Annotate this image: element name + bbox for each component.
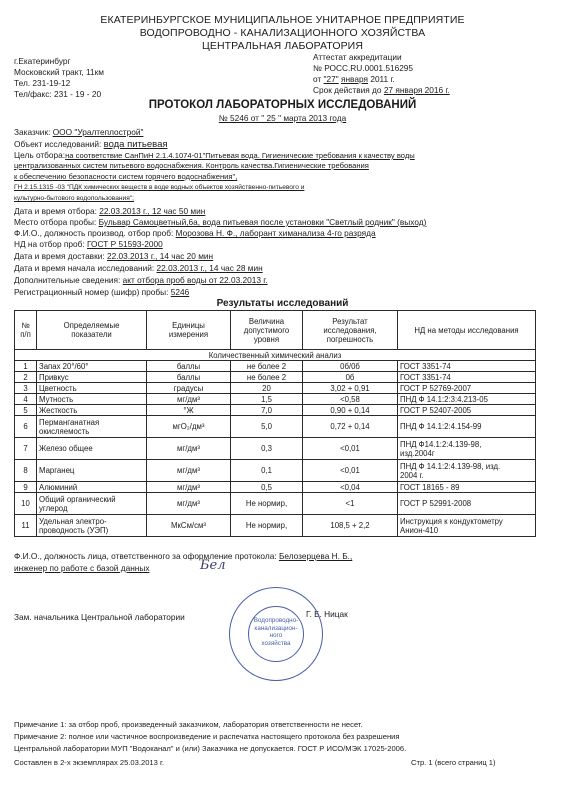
table-row bbox=[15, 416, 536, 438]
cell-indicator: Марганец bbox=[37, 460, 147, 482]
col-header-indicator: Определяемые показатели bbox=[37, 311, 147, 350]
cell-indicator: Цветность bbox=[37, 383, 147, 394]
table-row bbox=[15, 383, 536, 394]
cell-unit: мг/дм³ bbox=[147, 438, 231, 460]
seal-text: Водопроводно- канализацион- ного хозяйства bbox=[253, 617, 299, 647]
table-row bbox=[15, 372, 536, 383]
page-number: Стр. 1 (всего страниц 1) bbox=[411, 758, 496, 767]
accreditation-number: № РОСС.RU.0001.516295 bbox=[313, 63, 414, 73]
cell-limit: 5,0 bbox=[231, 416, 303, 438]
cell-indicator: Алюминий bbox=[37, 482, 147, 493]
table-header-row bbox=[15, 311, 536, 350]
accreditation-label: Аттестат аккредитации bbox=[313, 52, 402, 62]
purpose-line4: ГН 2.15.1315 -03 "ПДК химических веществ в воде водных объектов хозяйственно-питьевого и bbox=[14, 184, 305, 191]
cell-method: ГОСТ Р 52407-2005 bbox=[398, 405, 536, 416]
registration-number: Регистрационный номер (шифр) пробы: 5246 bbox=[14, 287, 190, 297]
table-row bbox=[15, 361, 536, 372]
cell-indicator: Перманганатная окисляемость bbox=[37, 416, 147, 438]
accreditation-date: от "27" января 2011 г. bbox=[313, 74, 395, 84]
cell-unit: мг/дм³ bbox=[147, 493, 231, 515]
note-2b: Центральной лаборатории МУП "Водоканал" и (или) Заказчика не допускается. ГОСТ Р ИСО/МЭК 17025-2006. bbox=[14, 744, 407, 753]
table-row bbox=[15, 515, 536, 537]
cell-method: ПНД Ф14.1:2:4.139-98, изд.2004г bbox=[398, 438, 536, 460]
cell-unit: мг/дм³ bbox=[147, 460, 231, 482]
cell-limit: 0,1 bbox=[231, 460, 303, 482]
col-header-result: Результат исследования, погрешность bbox=[303, 311, 398, 350]
section-row bbox=[15, 350, 536, 361]
table-row bbox=[15, 460, 536, 482]
address-fax: Тел/факс: 231 - 19 - 20 bbox=[14, 89, 102, 99]
cell-limit: 1,5 bbox=[231, 394, 303, 405]
cell-result: 0б/0б bbox=[303, 361, 398, 372]
cell-indicator: Запах 20°/60° bbox=[37, 361, 147, 372]
cell-number: 6 bbox=[15, 416, 37, 438]
results-title: Результаты исследований bbox=[216, 298, 349, 309]
sampler: Ф.И.О., должность производ. отбор проб: Морозова Н. Ф., лаборант химанализа 4-го разряда bbox=[14, 228, 376, 238]
seal-stamp bbox=[229, 587, 323, 681]
org-name-line2: ВОДОПРОВОДНО - КАНАЛИЗАЦИОННОГО ХОЗЯЙСТВА bbox=[139, 27, 426, 39]
table-row bbox=[15, 394, 536, 405]
table-row bbox=[15, 493, 536, 515]
cell-number: 10 bbox=[15, 493, 37, 515]
cell-limit: 7,0 bbox=[231, 405, 303, 416]
cell-number: 7 bbox=[15, 438, 37, 460]
cell-result: 0,90 + 0,14 bbox=[303, 405, 398, 416]
sampling-place: Место отбора пробы: Бульвар Самоцветный,6а, вода питьевая после установки "Светлый родник" (выход) bbox=[14, 217, 427, 227]
cell-result: <0,04 bbox=[303, 482, 398, 493]
protocol-title: ПРОТОКОЛ ЛАБОРАТОРНЫХ ИССЛЕДОВАНИЙ bbox=[148, 99, 417, 111]
table-row bbox=[15, 482, 536, 493]
deputy-label: Зам. начальника Центральной лаборатории bbox=[14, 612, 185, 622]
cell-number: 9 bbox=[15, 482, 37, 493]
cell-method: ПНД Ф 14.1:2:3:4.213-05 bbox=[398, 394, 536, 405]
table-row bbox=[15, 405, 536, 416]
cell-method: ГОСТ 3351-74 bbox=[398, 361, 536, 372]
cell-number: 3 bbox=[15, 383, 37, 394]
protocol-number: № 5246 от " 25 " марта 2013 года bbox=[218, 113, 347, 123]
results-table bbox=[14, 310, 536, 537]
cell-unit: МкСм/см³ bbox=[147, 515, 231, 537]
cell-indicator: Жесткость bbox=[37, 405, 147, 416]
cell-unit: мгO₂/дм³ bbox=[147, 416, 231, 438]
col-header-number: № п/п bbox=[15, 311, 37, 350]
cell-limit: Не нормир, bbox=[231, 493, 303, 515]
purpose-line2: централизованных систем питьевого водоснабжения. Контроль качества.Гигиенические требования bbox=[14, 161, 369, 170]
cell-unit: баллы bbox=[147, 361, 231, 372]
sampling-datetime: Дата и время отбора: 22.03.2013 г., 12 час 50 мин bbox=[14, 206, 206, 216]
section-title: Количественный химический анализ bbox=[15, 350, 536, 361]
purpose-line3: к обеспечению безопасности систем горячего водоснабжения", bbox=[14, 172, 238, 181]
cell-method: ПНД Ф 14.1:2:4.139-98, изд. 2004 г. bbox=[398, 460, 536, 482]
sampling-nd: НД на отбор проб: ГОСТ Р 51593-2000 bbox=[14, 239, 163, 249]
cell-number: 11 bbox=[15, 515, 37, 537]
cell-result: <1 bbox=[303, 493, 398, 515]
responsible-signature: Бел bbox=[200, 558, 226, 573]
cell-result: 0,72 + 0,14 bbox=[303, 416, 398, 438]
cell-indicator: Мутность bbox=[37, 394, 147, 405]
cell-method: ПНД Ф 14.1:2:4.154-99 bbox=[398, 416, 536, 438]
address-city: г.Екатеринбург bbox=[14, 56, 71, 66]
cell-limit: 0,3 bbox=[231, 438, 303, 460]
cell-result: <0,01 bbox=[303, 460, 398, 482]
cell-limit: 0,5 bbox=[231, 482, 303, 493]
cell-result: <0,58 bbox=[303, 394, 398, 405]
cell-number: 4 bbox=[15, 394, 37, 405]
purpose-line5: культурно-бытового водопользования"; bbox=[14, 195, 134, 202]
cell-method: ГОСТ 18165 - 89 bbox=[398, 482, 536, 493]
col-header-method: НД на методы исследования bbox=[398, 311, 536, 350]
customer: Заказчик: ООО "Уралтеплострой" bbox=[14, 127, 144, 137]
cell-number: 1 bbox=[15, 361, 37, 372]
cell-limit: не более 2 bbox=[231, 361, 303, 372]
responsible-line1: Ф.И.О., должность лица, ответственного за оформление протокола: Белозерцева Н. Б., bbox=[14, 551, 353, 561]
note-1: Примечание 1: за отбор проб, произведенный заказчиком, лаборатория ответственности не несет. bbox=[14, 720, 363, 729]
research-object: Объект исследований: вода питьевая bbox=[14, 139, 168, 150]
deputy-name: Г. Б. Ницак bbox=[306, 609, 348, 619]
research-start: Дата и время начала исследований: 22.03.2013 г., 14 час 28 мин bbox=[14, 263, 263, 273]
delivery-datetime: Дата и время доставки: 22.03.2013 г., 14 час 20 мин bbox=[14, 251, 214, 261]
cell-limit: Не нормир, bbox=[231, 515, 303, 537]
cell-unit: мг/дм³ bbox=[147, 482, 231, 493]
note-2a: Примечание 2: полное или частичное воспроизведение и распечатка настоящего протокола без разрешения bbox=[14, 732, 400, 741]
cell-indicator: Удельная электро- проводность (УЭП) bbox=[37, 515, 147, 537]
cell-number: 8 bbox=[15, 460, 37, 482]
cell-method: ГОСТ Р 52769-2007 bbox=[398, 383, 536, 394]
cell-number: 2 bbox=[15, 372, 37, 383]
cell-result: 0б bbox=[303, 372, 398, 383]
cell-unit: мг/дм³ bbox=[147, 394, 231, 405]
cell-limit: 20 bbox=[231, 383, 303, 394]
cell-result: 3,02 + 0,91 bbox=[303, 383, 398, 394]
address-phone: Тел. 231-19-12 bbox=[14, 78, 71, 88]
cell-method: Инструкция к кондуктометру Анион-410 bbox=[398, 515, 536, 537]
org-name-line3: ЦЕНТРАЛЬНАЯ ЛАБОРАТОРИЯ bbox=[201, 40, 364, 52]
cell-number: 5 bbox=[15, 405, 37, 416]
cell-indicator: Привкус bbox=[37, 372, 147, 383]
cell-method: ГОСТ 3351-74 bbox=[398, 372, 536, 383]
cell-unit: градусы bbox=[147, 383, 231, 394]
org-name-line1: ЕКАТЕРИНБУРГСКОЕ МУНИЦИПАЛЬНОЕ УНИТАРНОЕ ПРЕДПРИЯТИЕ bbox=[100, 14, 465, 26]
address-street: Московский тракт, 11км bbox=[14, 67, 104, 77]
cell-result: 108,5 + 2,2 bbox=[303, 515, 398, 537]
col-header-unit: Единицы измерения bbox=[147, 311, 231, 350]
col-header-limit: Величина допустимого уровня bbox=[231, 311, 303, 350]
copies-note: Составлен в 2-х экземплярах 25.03.2013 г. bbox=[14, 758, 164, 767]
cell-indicator: Общий органический углерод bbox=[37, 493, 147, 515]
cell-limit: не более 2 bbox=[231, 372, 303, 383]
cell-indicator: Железо общее bbox=[37, 438, 147, 460]
cell-unit: баллы bbox=[147, 372, 231, 383]
cell-method: ГОСТ Р 52991-2008 bbox=[398, 493, 536, 515]
table-row bbox=[15, 438, 536, 460]
accreditation-validity: Срок действия до 27 января 2016 г. bbox=[313, 85, 450, 95]
cell-result: <0,01 bbox=[303, 438, 398, 460]
cell-unit: °Ж bbox=[147, 405, 231, 416]
responsible-line2: инженер по работе с базой данных bbox=[14, 563, 150, 573]
extra-info: Дополнительные сведения: акт отбора проб воды от 22.03.2013 г. bbox=[14, 275, 268, 285]
purpose-line1: Цель отбора:на соответствие СанПиН 2.1.4.1074-01"Питьевая вода. Гигиенические требования к качеству воды bbox=[14, 150, 415, 160]
